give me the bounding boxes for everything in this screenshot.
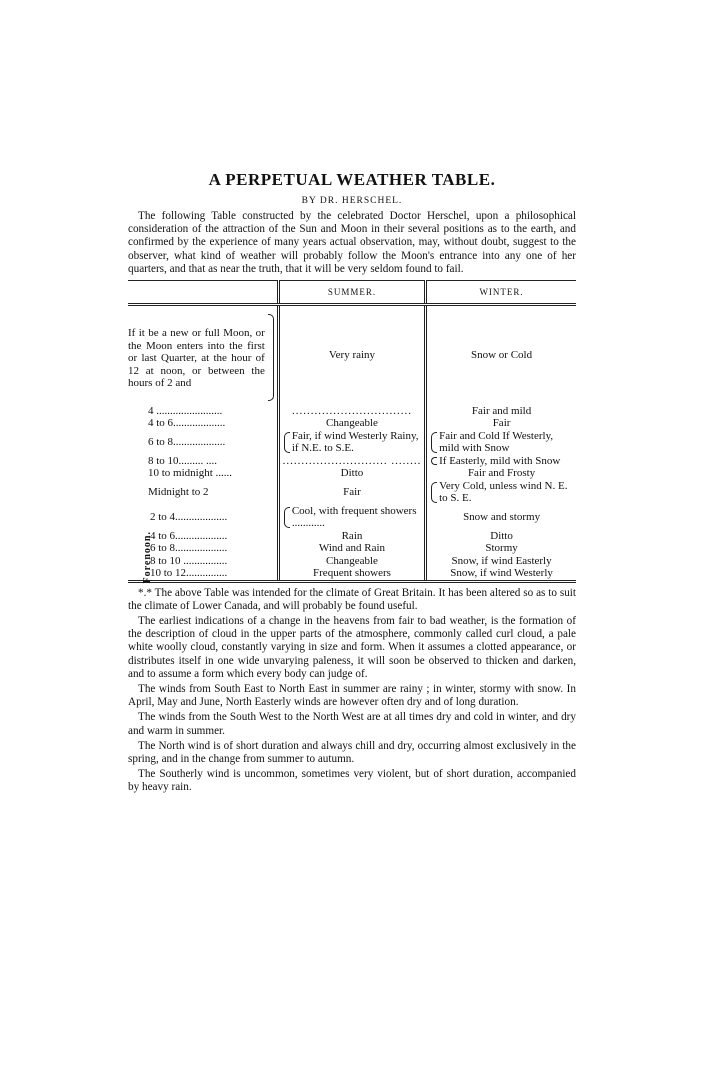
row-winter: Fair and Frosty bbox=[426, 467, 576, 480]
summer-header: SUMMER. bbox=[278, 281, 425, 305]
intro-paragraph: The following Table constructed by the celebrated Doctor Herschel, upon a philosophical consideration of the attraction of the Sun and Moon in their several positions as to the earth, and confirmed by the experience of many years actual observation, may, without doubt, suggest to the observer, what kind of weather will probably follow the Moon's entrance into any one of her quarters, and that as near the truth, that it will be very seldom found to fail. bbox=[128, 210, 576, 275]
row-time: 6 to 8................... bbox=[150, 542, 228, 555]
table-row bbox=[128, 430, 576, 455]
table-row bbox=[128, 405, 576, 418]
row-winter: Snow and stormy bbox=[426, 505, 576, 530]
weather-table bbox=[128, 280, 576, 583]
row-time: Midnight to 2 bbox=[148, 485, 209, 498]
row-summer: Rain bbox=[278, 530, 425, 543]
note-paragraph: *.* The above Table was intended for the climate of Great Britain. It has been altered so as to suit the climate of Lower Canada, and will probably be found useful. bbox=[128, 586, 576, 612]
note-paragraph: The earliest indications of a change in the heavens from fair to bad weather, is the formation of the description of cloud in the upper parts of the atmosphere, commonly called curl cloud, a pale white woolly cloud, constantly varying in size and form. When it assumes a clotted appearance, or distributes itself in one wide unvarying paleness, it will soon be observed to thicken and darken, and to assume a form which every body can judge of. bbox=[128, 614, 576, 680]
row-summer: Frequent showers bbox=[278, 567, 425, 581]
row-time: 10 to midnight ...... bbox=[148, 467, 233, 480]
row-summer: Changeable bbox=[278, 417, 425, 430]
row-time: 4 ........................ bbox=[148, 404, 223, 417]
row-time: 8 to 10 ................ bbox=[150, 554, 228, 567]
note-paragraph: The North wind is of short duration and always chill and dry, occurring almost exclusively in the spring, and in the change from summer to autumn. bbox=[128, 739, 576, 765]
table-header-row bbox=[128, 281, 576, 305]
row-winter: Fair and Cold If Westerly, mild with Snow bbox=[426, 430, 576, 455]
row-summer: ............................ ........ bbox=[278, 455, 425, 468]
row-time: 4 to 6................... bbox=[148, 417, 226, 430]
row-summer: Fair, if wind Westerly Rainy, if N.E. to S.E. bbox=[278, 430, 425, 455]
row-summer: Fair bbox=[278, 480, 425, 505]
table-row bbox=[128, 305, 576, 405]
table-row bbox=[128, 567, 576, 581]
row-time: 6 to 8................... bbox=[148, 435, 226, 448]
row-winter: Snow, if wind Westerly bbox=[426, 567, 576, 581]
note-paragraph: The winds from the South West to the North West are at all times dry and cold in winter, and dry and warm in summer. bbox=[128, 711, 576, 737]
forenoon-label: Forenoon. bbox=[141, 530, 153, 583]
winter-header: WINTER. bbox=[426, 281, 576, 305]
condition-header bbox=[128, 281, 278, 305]
table-row bbox=[128, 480, 576, 505]
row-winter: Stormy bbox=[426, 542, 576, 555]
row-time: 8 to 10......... .... bbox=[148, 454, 218, 467]
table-row bbox=[128, 417, 576, 430]
row-summer: Changeable bbox=[278, 555, 425, 568]
byline: BY DR. HERSCHEL. bbox=[301, 196, 403, 206]
row-winter: Fair and mild bbox=[426, 405, 576, 418]
row-winter: If Easterly, mild with Snow bbox=[426, 455, 576, 468]
row-winter: Fair bbox=[426, 417, 576, 430]
page-title: A PERPETUAL WEATHER TABLE. bbox=[208, 170, 496, 189]
first-winter: Snow or Cold bbox=[426, 305, 576, 405]
row-winter: Ditto bbox=[426, 530, 576, 543]
first-summer: Very rainy bbox=[278, 305, 425, 405]
notes-section bbox=[128, 587, 576, 795]
row-summer: Ditto bbox=[278, 467, 425, 480]
note-paragraph: The winds from South East to North East in summer are rainy ; in winter, stormy with snow. In April, May and June, North Easterly winds are however often dry and of long duration. bbox=[128, 682, 576, 709]
table-row bbox=[128, 505, 576, 530]
row-time: 4 to 6................... bbox=[150, 529, 228, 542]
page bbox=[128, 170, 576, 795]
forenoon-time: 2 to 4................... bbox=[150, 510, 228, 523]
row-summer: ................................ bbox=[278, 405, 425, 418]
table-row bbox=[128, 542, 576, 555]
row-winter: Snow, if wind Easterly bbox=[426, 555, 576, 568]
row-summer: Cool, with frequent showers ............ bbox=[278, 505, 425, 530]
table-row bbox=[128, 530, 576, 543]
table-row bbox=[128, 455, 576, 468]
row-time: 10 to 12............... bbox=[128, 567, 278, 581]
row-winter: Very Cold, unless wind N. E. to S. E. bbox=[426, 480, 576, 505]
note-paragraph: The Southerly wind is uncommon, sometimes very violent, but of short duration, accompanied by heavy rain. bbox=[128, 768, 576, 794]
first-condition: If it be a new or full Moon, or the Moon enters into the first or last Quarter, at the hour of 12 at noon, or between the hours of 2 and bbox=[128, 305, 278, 405]
table-row bbox=[128, 555, 576, 568]
row-summer: Wind and Rain bbox=[278, 542, 425, 555]
table-row bbox=[128, 467, 576, 480]
